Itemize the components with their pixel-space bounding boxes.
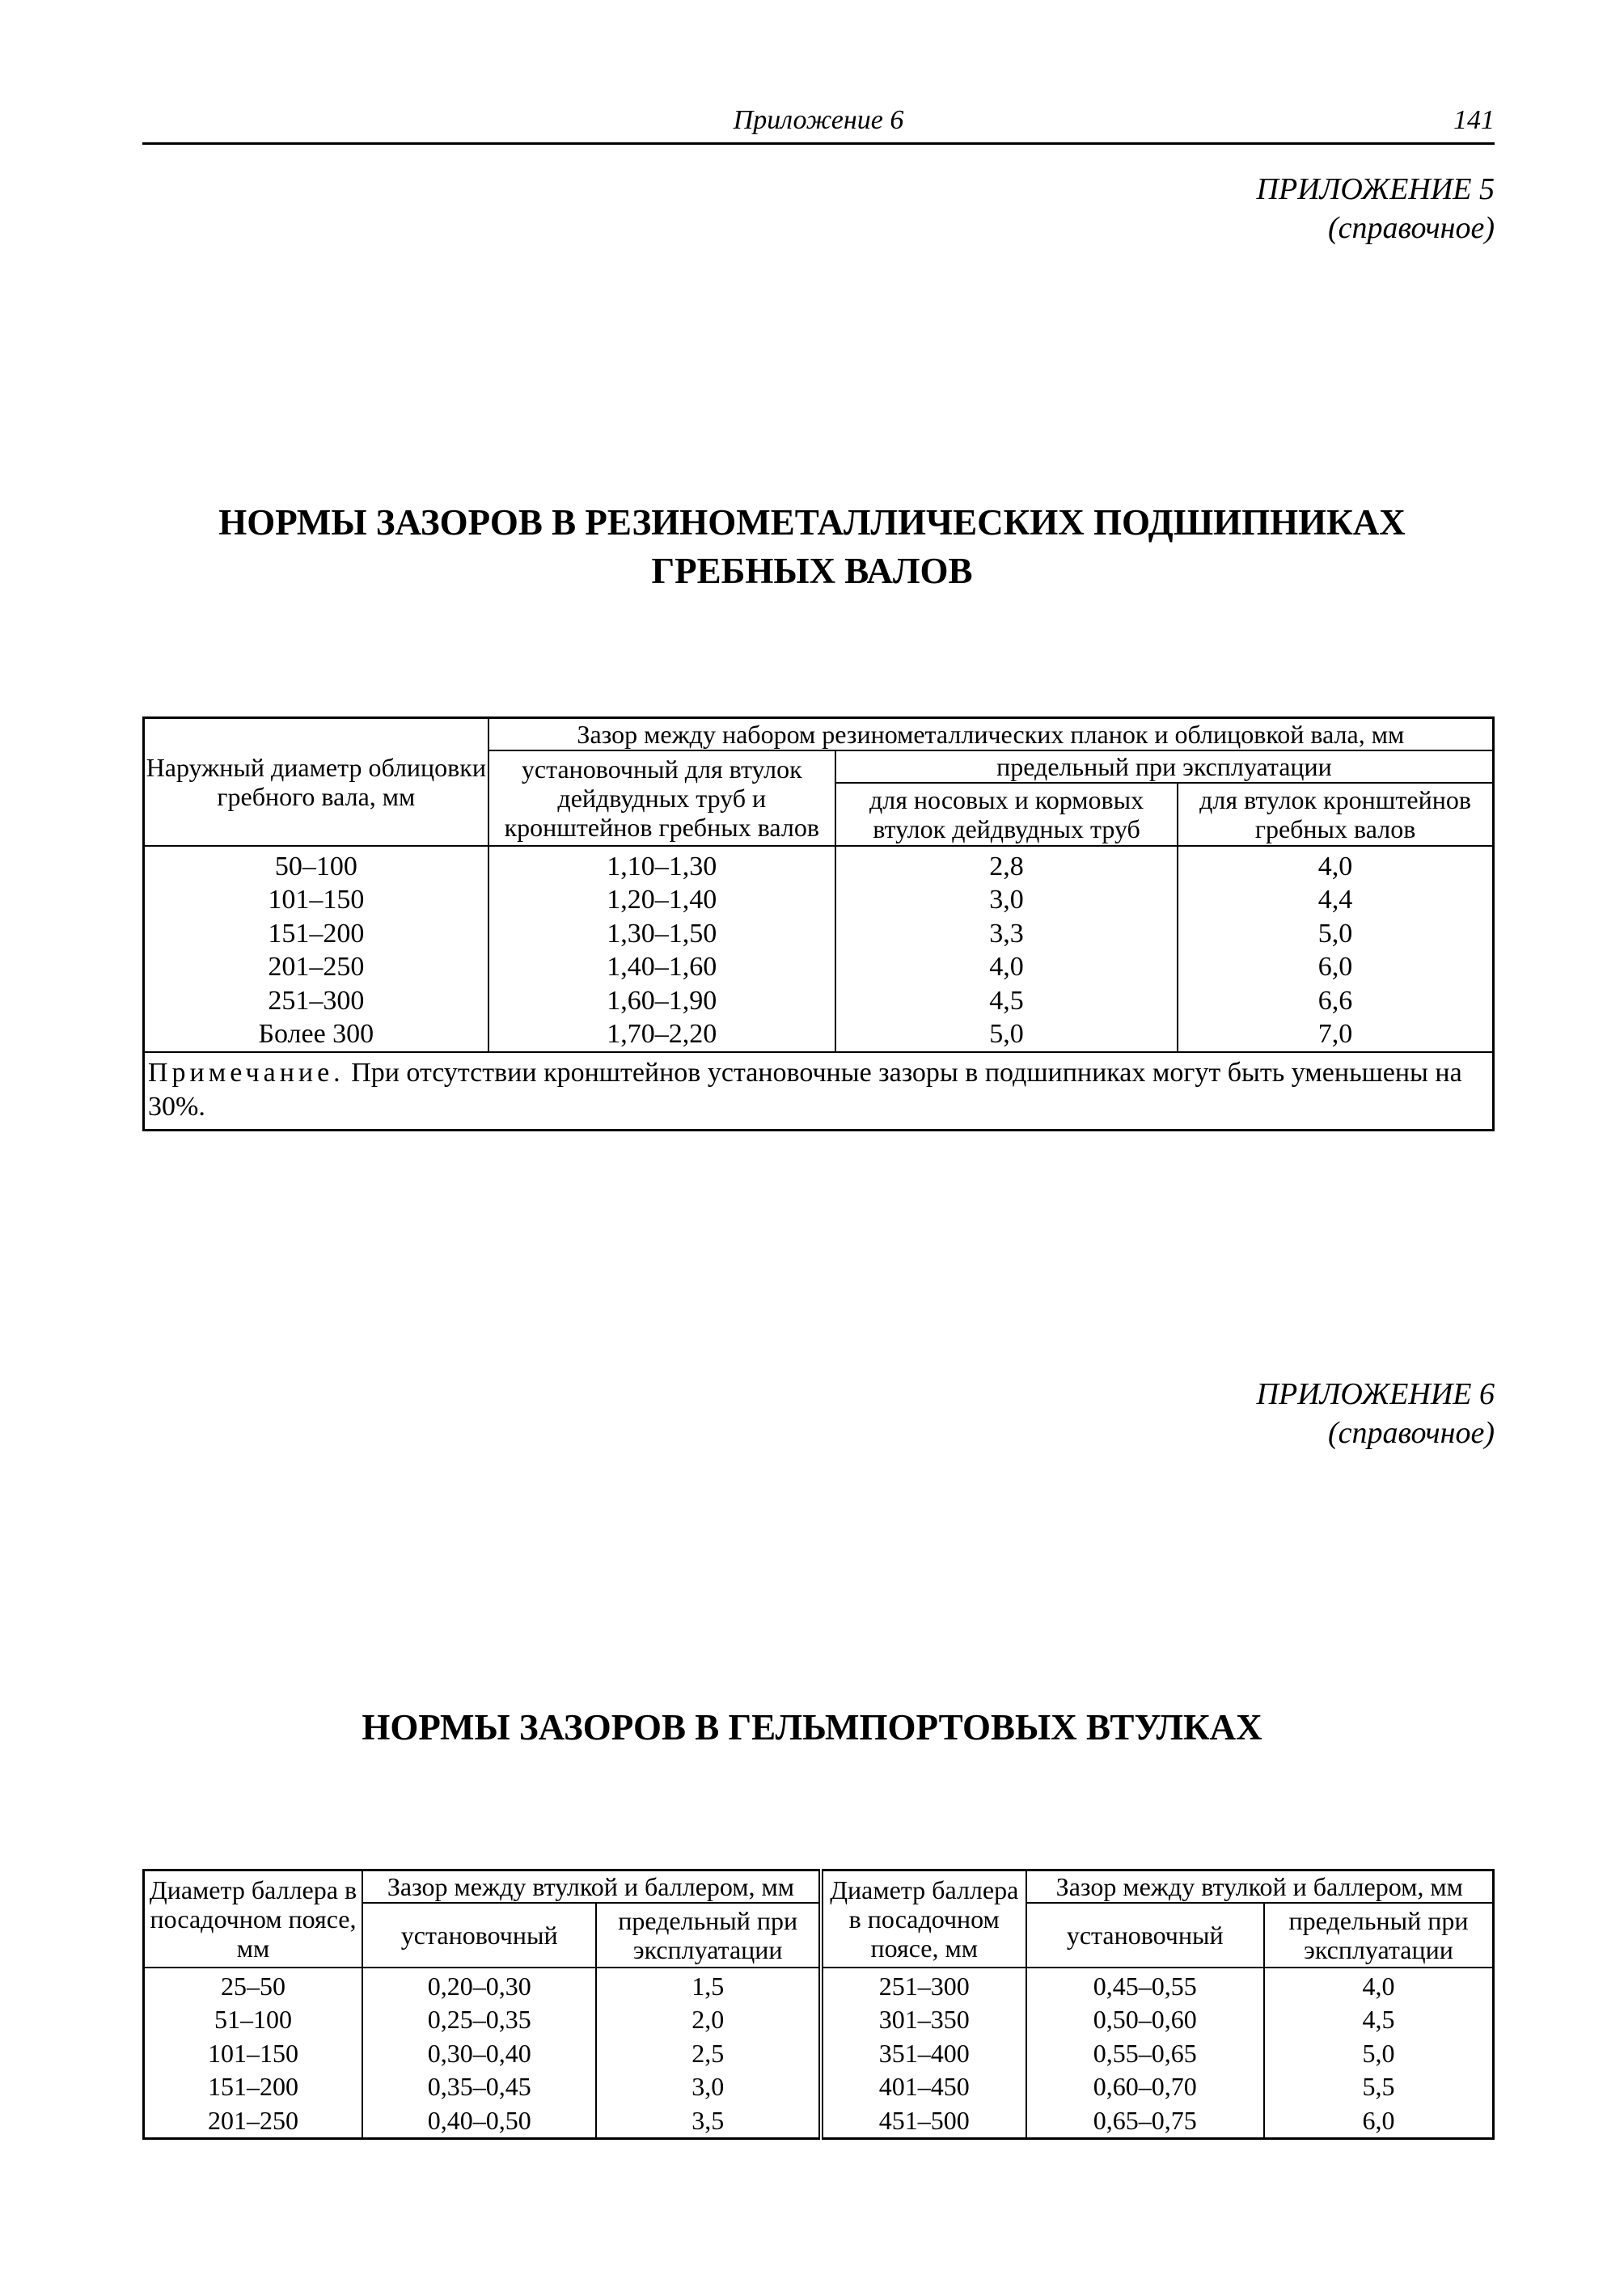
table-cell: 50–100 (274, 851, 357, 881)
bearing-clearance-table (142, 716, 1495, 1131)
note-label: Примечание. (148, 1057, 345, 1088)
table-cell: 4,0 (1362, 1971, 1395, 2001)
appendix6-label-text: ПРИЛОЖЕНИЕ 6 (1256, 1377, 1495, 1411)
header-diameter-left: Диаметр баллера в посадочном поясе, мм (144, 1870, 362, 1968)
table-cell: 2,8 (989, 851, 1024, 881)
table-cell: 351–400 (878, 2038, 970, 2068)
header-gap-group-right: Зазор между втулкой и баллером, мм (1026, 1870, 1494, 1903)
table-cell: 6,6 (1317, 985, 1353, 1016)
appendix6-sublabel: (справочное) (1327, 1416, 1495, 1450)
appendix5-title-line1: НОРМЫ ЗАЗОРОВ В РЕЗИНОМЕТАЛЛИЧЕСКИХ ПОДШИПНИКАХ (218, 502, 1406, 543)
table-cell: 0,45–0,55 (1093, 1971, 1197, 2001)
diameter-column (144, 846, 488, 1052)
table-cell: 3,0 (989, 885, 1024, 915)
header-limit-right: предельный при эксплуатации (1264, 1903, 1494, 1968)
table-cell: 0,20–0,30 (427, 1971, 531, 2001)
appendix5-label-text: ПРИЛОЖЕНИЕ 5 (1256, 172, 1495, 206)
table-cell: 3,3 (989, 918, 1024, 949)
header-diameter-right: Диаметр баллера в посадочном поясе, мм (821, 1870, 1026, 1968)
limit-bracket-column (1178, 846, 1493, 1052)
table-cell: 0,50–0,60 (1093, 2005, 1197, 2034)
table-cell: 0,55–0,65 (1093, 2038, 1197, 2068)
header-install: установочный для втулок дейдвудных труб и кронштейнов гребных валов (488, 750, 835, 846)
table-cell: 4,5 (1362, 2005, 1395, 2034)
table-cell: 1,30–1,50 (607, 918, 717, 949)
table-cell: 4,0 (989, 952, 1024, 982)
header-install-right: установочный (1026, 1903, 1264, 1968)
appendix5-title (0, 498, 1624, 595)
table-cell: 151–200 (207, 2072, 298, 2101)
table-cell: 4,4 (1317, 885, 1353, 915)
right-limit-column (1264, 1968, 1494, 2139)
install-column (488, 846, 835, 1052)
table-cell: 1,60–1,90 (607, 985, 717, 1016)
header-limit-bracket: для втулок кронштейнов гребных валов (1178, 783, 1493, 846)
table-cell: 0,35–0,45 (427, 2072, 531, 2101)
table-cell: 101–150 (207, 2038, 298, 2068)
table-cell: 101–150 (268, 885, 365, 915)
page-number: 141 (1453, 105, 1495, 135)
table-cell: 301–350 (878, 2005, 970, 2034)
table-cell: 6,0 (1317, 952, 1353, 982)
appendix5-sublabel: (справочное) (1327, 211, 1495, 245)
left-install-column (362, 1968, 597, 2139)
running-header-title: Приложение 6 (733, 105, 904, 135)
table-body (144, 846, 1494, 1052)
table-cell: 251–300 (268, 985, 365, 1016)
table-cell: 5,0 (1362, 2038, 1395, 2068)
table-cell: 151–200 (268, 918, 365, 949)
table-cell: 51–100 (214, 2005, 292, 2034)
table-cell: 1,10–1,30 (607, 851, 717, 881)
table-cell: 2,0 (691, 2005, 725, 2034)
table-cell: 2,5 (691, 2038, 725, 2068)
table-cell: 7,0 (1317, 1019, 1353, 1049)
left-diameter-column (144, 1968, 362, 2139)
table-cell: 451–500 (878, 2105, 970, 2135)
table-cell: 1,40–1,60 (607, 952, 717, 982)
header-gap-group-left: Зазор между втулкой и баллером, мм (362, 1870, 821, 1903)
table-cell: 0,40–0,50 (427, 2105, 531, 2135)
table-cell: 25–50 (220, 1971, 285, 2001)
table-note (144, 1052, 1494, 1131)
header-diameter: Наружный диаметр облицовки гребного вала, мм (144, 718, 488, 846)
appendix6-label (1257, 1375, 1495, 1452)
table-cell: 5,0 (1317, 918, 1353, 949)
header-limit-left: предельный при эксплуатации (596, 1903, 821, 1968)
table-cell: 4,5 (989, 985, 1024, 1016)
table-cell: 0,65–0,75 (1093, 2105, 1197, 2135)
running-header (142, 105, 1495, 145)
right-install-column (1026, 1968, 1264, 2139)
table-cell: 1,20–1,40 (607, 885, 717, 915)
table-cell: 401–450 (878, 2072, 970, 2101)
table-cell: 251–300 (878, 1971, 970, 2001)
limit-nose-column (835, 846, 1178, 1052)
rudder-bushing-clearance-table (142, 1869, 1495, 2140)
header-limit-nose: для носовых и кормовых втулок дейдвудных труб (835, 783, 1178, 846)
table-cell: 0,30–0,40 (427, 2038, 531, 2068)
table-cell: 3,0 (691, 2072, 725, 2101)
table-cell: 0,25–0,35 (427, 2005, 531, 2034)
table-cell: 6,0 (1362, 2105, 1395, 2135)
header-install-left: установочный (362, 1903, 597, 1968)
table-cell: 1,70–2,20 (607, 1019, 717, 1049)
table-body (144, 1968, 1494, 2139)
appendix5-label (1257, 170, 1495, 247)
table-cell: Более 300 (258, 1019, 374, 1049)
header-limit-group: предельный при эксплуатации (835, 750, 1494, 783)
right-diameter-column (821, 1968, 1026, 2139)
table-cell: 201–250 (268, 952, 365, 982)
table-cell: 1,5 (691, 1971, 725, 2001)
table-cell: 0,60–0,70 (1093, 2072, 1197, 2101)
appendix6-title: НОРМЫ ЗАЗОРОВ В ГЕЛЬМПОРТОВЫХ ВТУЛКАХ (362, 1707, 1262, 1748)
header-gap-group: Зазор между набором резинометаллических планок и облицовкой вала, мм (488, 718, 1494, 750)
table-cell: 4,0 (1317, 851, 1353, 881)
table-cell: 5,5 (1362, 2072, 1395, 2101)
note-text: При отсутствии кронштейнов установочные зазоры в подшипниках могут быть уменьшены на 30%. (148, 1057, 1462, 1122)
table-cell: 201–250 (207, 2105, 298, 2135)
table-cell: 3,5 (691, 2105, 725, 2135)
table-cell: 5,0 (989, 1019, 1024, 1049)
left-limit-column (596, 1968, 821, 2139)
appendix5-title-line2: ГРЕБНЫХ ВАЛОВ (651, 551, 973, 591)
